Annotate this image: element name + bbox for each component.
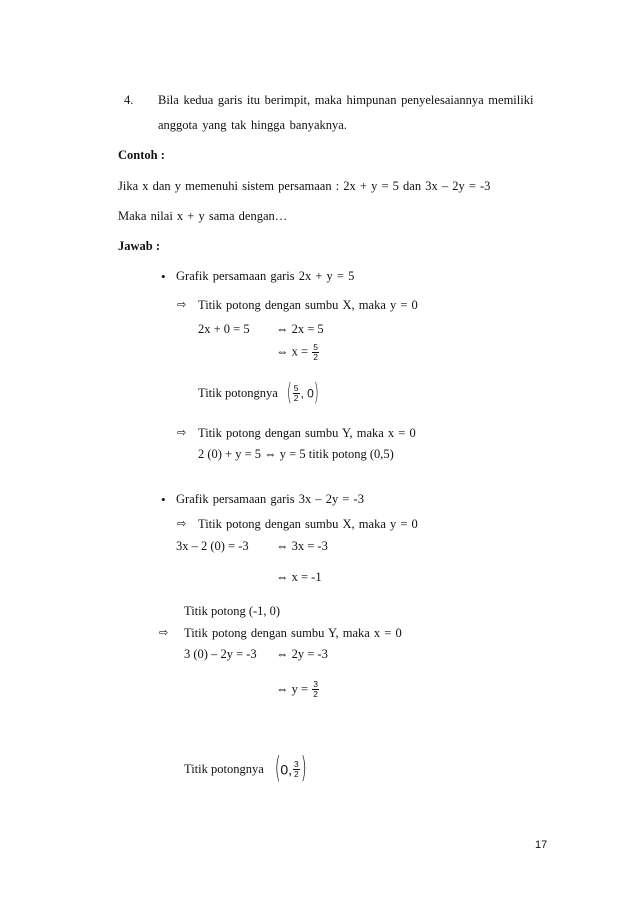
arrow-icon: ⇨: [177, 517, 187, 530]
graph2-y-point: [184, 752, 307, 787]
fraction-numerator: 3: [313, 679, 318, 689]
fraction-denominator: 2: [294, 768, 299, 779]
graph1-point-rest: , 0: [300, 386, 314, 401]
graph1-title: Grafik persamaan garis 2x + y = 5: [176, 269, 355, 283]
contoh-heading: Contoh :: [118, 148, 165, 162]
graph1-y-intercept-title: Titik potong dengan sumbu Y, maka x = 0: [198, 426, 416, 440]
open-paren: (: [286, 377, 292, 407]
graph2-x-eq-left: 3x – 2 (0) = -3: [176, 539, 249, 553]
item-number: 4.: [124, 93, 134, 107]
arrow-icon: ⇨: [177, 298, 187, 311]
graph1-x-result-prefix: ⇔ x =: [276, 344, 309, 359]
graph1-point-label: Titik potongnya: [198, 386, 278, 401]
graph1-x-eq-right: ⇔ 2x = 5: [276, 322, 324, 336]
graph2-y-eq-left: 3 (0) – 2y = -3: [184, 647, 257, 661]
fraction-numerator: 5: [293, 383, 299, 393]
graph2-x-eq-right: ⇔ 3x = -3: [276, 539, 328, 553]
fraction: [293, 384, 300, 403]
graph2-x-result: ⇔ x = -1: [276, 570, 322, 584]
page-number: 17: [535, 839, 548, 851]
fraction-numerator: 3: [294, 759, 299, 769]
fraction-numerator: 5: [313, 342, 318, 352]
graph1-x-intercept-title: Titik potong dengan sumbu X, maka y = 0: [198, 298, 418, 312]
graph2-y-result: [276, 680, 320, 699]
graph2-title: Grafik persamaan garis 3x – 2y = -3: [176, 492, 364, 506]
graph2-x-intercept-title: Titik potong dengan sumbu X, maka y = 0: [198, 517, 418, 531]
fraction-denominator: 2: [293, 392, 299, 403]
graph2-y-intercept-title: Titik potong dengan sumbu Y, maka x = 0: [184, 626, 402, 640]
graph2-y-result-prefix: ⇔ y =: [276, 682, 309, 697]
graph2-y-eq-right: ⇔ 2y = -3: [276, 647, 328, 661]
contoh-line2: Maka nilai x + y sama dengan…: [118, 209, 288, 223]
graph1-x-eq-left: 2x + 0 = 5: [198, 322, 250, 336]
open-paren: (: [274, 752, 281, 787]
contoh-line1: Jika x dan y memenuhi sistem persamaan : 2x + y = 5 dan 3x – 2y = -3: [118, 179, 491, 193]
arrow-icon: ⇨: [159, 626, 169, 639]
bullet-icon: •: [161, 269, 166, 284]
graph2-y-point-label: Titik potongnya: [184, 762, 264, 777]
close-paren: ): [313, 377, 319, 407]
fraction: [312, 343, 319, 362]
fraction-denominator: 2: [313, 351, 318, 362]
close-paren: ): [300, 752, 307, 787]
item4-line2: anggota yang tak hingga banyaknya.: [158, 118, 347, 132]
fraction: [312, 680, 319, 699]
bullet-icon: •: [161, 492, 166, 507]
graph2-x-point: Titik potong (-1, 0): [184, 604, 281, 618]
graph2-y-point-first: 0,: [280, 761, 293, 778]
fraction: [293, 760, 300, 779]
graph1-x-result: [276, 343, 320, 362]
graph1-y-eq: 2 (0) + y = 5 ⇔ y = 5 titik potong (0,5): [198, 447, 394, 461]
fraction-denominator: 2: [313, 688, 318, 699]
jawab-heading: Jawab :: [118, 239, 161, 253]
item4-line1: Bila kedua garis itu berimpit, maka himpunan penyelesaiannya memiliki: [158, 93, 534, 107]
graph1-point: [198, 377, 319, 407]
arrow-icon: ⇨: [177, 426, 187, 439]
